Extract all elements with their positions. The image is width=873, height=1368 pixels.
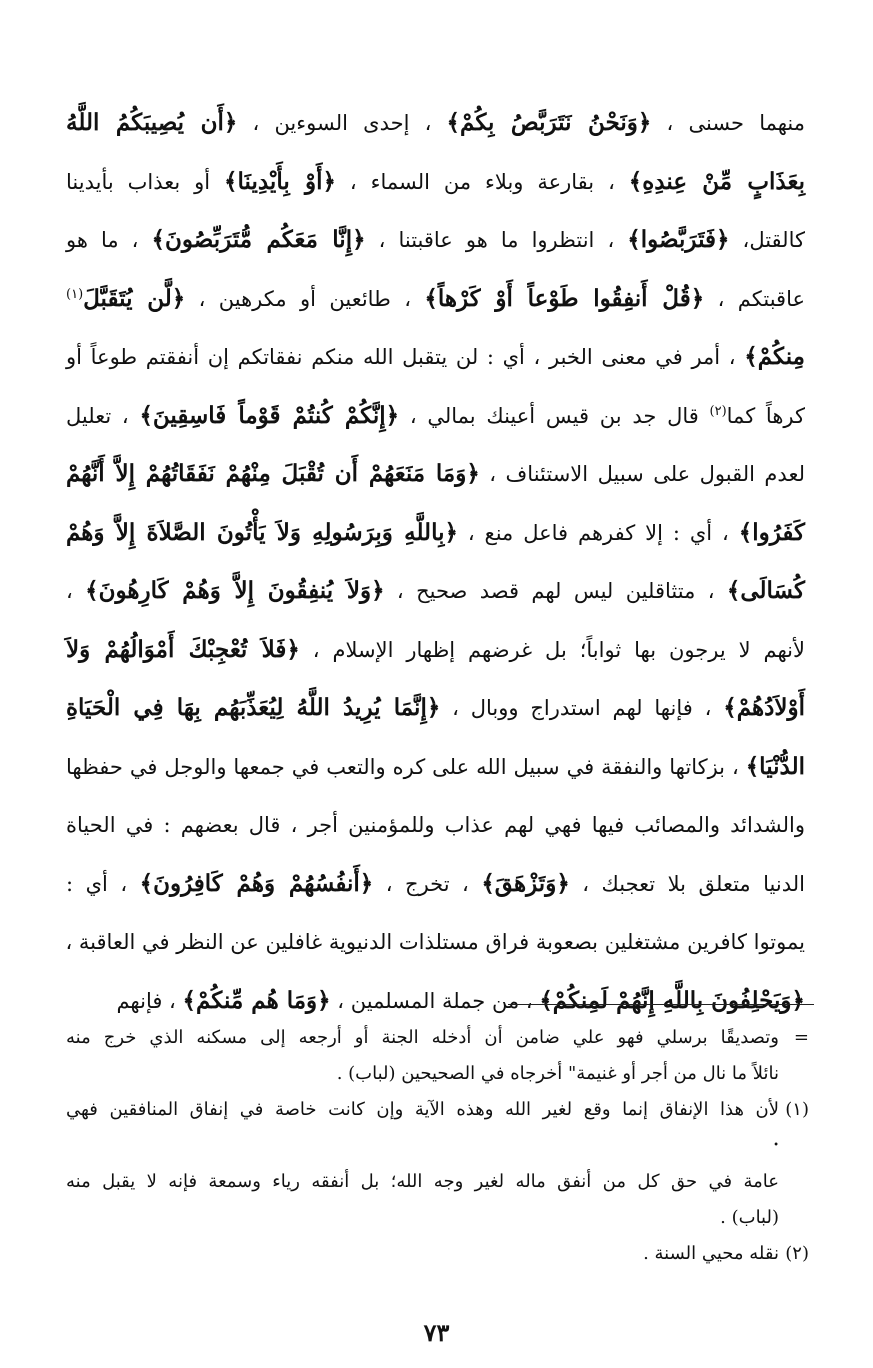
footnote-line: نائلاً ما نال من أجر أو غنيمة" أخرجاه في الصحيحين (لباب) .	[336, 1063, 779, 1084]
text-line: الدُّنْيَا﴾ ، بزكاتها والنفقة في سبيل الله على كره والتعب في جمعها والوجل في حفظها	[66, 752, 805, 780]
quran-verse: ﴿وَنَحْنُ نَتَرَبَّصُ بِكُمْ﴾	[446, 109, 652, 136]
quran-verse: أَوْلاَدُهُمْ﴾	[723, 694, 805, 721]
text-line: لأنهم لا يرجون بها ثواباً؛ بل غرضهم إظهار الإسلام ، ﴿فَلاَ تُعْجِبْكَ أَمْوَالُهُمْ وَلاَ	[66, 635, 805, 663]
text-line: يموتوا كافرين مشتغلين بصعوبة فراق مستلذات الدنيوية غافلين عن النظر في العاقبة ،	[65, 930, 805, 954]
quran-verse: ﴿فَتَرَبَّصُوا﴾	[627, 226, 730, 253]
quran-verse: كَفَرُوا﴾	[738, 518, 805, 546]
text-line: كالقتل، ﴿فَتَرَبَّصُوا﴾ ، انتظروا ما هو عاقبتنا ، ﴿إِنَّا مَعَكُم مُّتَرَبِّصُونَ﴾ ، ما هو	[66, 226, 805, 253]
quran-verse: كُسَالَى﴾	[726, 577, 805, 604]
quran-verse: ﴿إِنَّا مَعَكُم مُّتَرَبِّصُونَ﴾	[151, 226, 366, 253]
quran-verse: ﴿قُلْ أَنفِقُوا طَوْعاً أَوْ كَرْهاً﴾	[424, 284, 705, 312]
text-line: كَفَرُوا﴾ ، أي : إلا كفرهم فاعل منع ، ﴿بِاللَّهِ وَبِرَسُولِهِ وَلاَ يَأْتُونَ الصَّلاَةَ إِلاَّ وَهُمْ	[66, 518, 805, 546]
text-line: كُسَالَى﴾ ، متثاقلين ليس لهم قصد صحيح ، ﴿وَلاَ يُنفِقُونَ إِلاَّ وَهُمْ كَارِهُونَ﴾ ،	[66, 577, 805, 604]
footnote-line: (لباب) .	[720, 1207, 779, 1228]
footnote-line: نقله محيي السنة .	[643, 1243, 779, 1264]
footnote-number: (١)	[785, 1099, 809, 1120]
footnote-reference: (٢)	[709, 403, 727, 419]
main-text	[66, 94, 805, 1030]
footnotes	[66, 1020, 809, 1272]
text-line: بِعَذَابٍ مِّنْ عِندِهِ﴾ ، بقارعة وبلاء من السماء ، ﴿أَوْ بِأَيْدِينَا﴾ أو بعذاب بأيدينا	[66, 167, 805, 195]
text-line: منهما حسنى ، ﴿وَنَحْنُ نَتَرَبَّصُ بِكُمْ﴾ ، إحدى السوءين ، ﴿أَن يُصِيبَكُمُ اللَّهُ	[66, 109, 806, 136]
footnote-line: • عامة في حق كل من أنفق ماله لغير وجه الله؛ بل أنفقه رياء وسمعة فإنه لا يقبل منه	[66, 1128, 779, 1200]
text-line: عاقبتكم ، ﴿قُلْ أَنفِقُوا طَوْعاً أَوْ كَرْهاً﴾ ، طائعين أو مكرهين ، ﴿لَّن يُتَقَبَّلَ$^{(١)}$	[66, 284, 805, 312]
quran-verse: ﴿وَتَزْهَقَ﴾	[481, 869, 570, 897]
footnote-2	[66, 1236, 809, 1272]
quran-verse: ﴿أَوْ بِأَيْدِينَا﴾	[224, 167, 336, 195]
text-line: أَوْلاَدُهُمْ﴾ ، فإنها لهم استدراج ووبال ، ﴿إِنَّمَا يُرِيدُ اللَّهُ لِيُعَذِّبَهُم بِهَا فِي الْحَيَاةِ	[66, 694, 805, 721]
footnote-line: لأن هذا الإنفاق إنما وقع لغير الله وهذه الآية وإن كانت خاصة في إنفاق المنافقين فهي	[66, 1099, 779, 1120]
text-line: مِنكُمْ﴾ ، أمر في معنى الخبر ، أي : لن يتقبل الله منكم نفقاتكم إن أنفقتم طوعاً أو	[66, 343, 805, 370]
footnote-reference: (١)	[66, 286, 84, 302]
footnote-line: وتصديقًا برسلي فهو علي ضامن أن أدخله الجنة أو أرجعه إلى مسكنه الذي خرج منه	[66, 1027, 779, 1048]
text-line: والشدائد والمصائب فيها فهي لهم عذاب وللمؤمنين أجر ، قال بعضهم : في الحياة	[66, 813, 805, 837]
quran-verse: ﴿وَيَحْلِفُونَ بِاللَّهِ إِنَّهُمْ لَمِنكُمْ﴾	[539, 986, 805, 1014]
footnote-separator	[508, 1004, 814, 1005]
page-number: ٧٣	[423, 1318, 450, 1347]
quran-verse: ﴿إِنَّمَا يُرِيدُ اللَّهُ لِيُعَذِّبَهُم بِهَا فِي الْحَيَاةِ	[66, 694, 441, 721]
quran-verse: مِنكُمْ﴾	[744, 343, 805, 370]
quran-verse: ﴿أَن يُصِيبَكُمُ اللَّهُ	[66, 109, 238, 136]
bullet-mark: •	[773, 1140, 779, 1151]
footnote-continued	[66, 1020, 809, 1092]
quran-verse: ﴿أَنفُسُهُمْ وَهُمْ كَافِرُونَ﴾	[139, 869, 374, 897]
text-line: ﴿وَيَحْلِفُونَ بِاللَّهِ إِنَّهُمْ لَمِنكُمْ﴾ ، من جملة المسلمين ، ﴿وَمَا هُم مِّنكُمْ﴾ ، فإنهم	[116, 986, 805, 1014]
quran-verse: الدُّنْيَا﴾	[745, 752, 805, 780]
quran-verse: ﴿وَمَا مَنَعَهُمْ أَن تُقْبَلَ مِنْهُمْ نَفَقَاتُهُمْ إِلاَّ أَنَّهُمْ	[66, 460, 480, 487]
quran-verse: ﴿بِاللَّهِ وَبِرَسُولِهِ وَلاَ يَأْتُونَ الصَّلاَةَ إِلاَّ وَهُمْ	[66, 518, 458, 546]
quran-verse: ﴿وَلاَ يُنفِقُونَ إِلاَّ وَهُمْ كَارِهُونَ﴾	[85, 577, 385, 604]
quran-verse: بِعَذَابٍ مِّنْ عِندِهِ﴾	[628, 167, 805, 195]
text-line: كرهاً كما$^{(٢)}$ قال جد بن قيس أعينك بمالي ، ﴿إِنَّكُمْ كُنتُمْ قَوْماً فَاسِقِينَ﴾ ، تعليل	[66, 401, 805, 429]
quran-verse: ﴿وَمَا هُم مِّنكُمْ﴾	[182, 986, 331, 1014]
text-line: لعدم القبول على سبيل الاستئناف ، ﴿وَمَا مَنَعَهُمْ أَن تُقْبَلَ مِنْهُمْ نَفَقَاتُهُمْ إِلاَّ أَنَّهُمْ	[66, 460, 805, 487]
text-line: الدنيا متعلق بلا تعجبك ، ﴿وَتَزْهَقَ﴾ ، تخرج ، ﴿أَنفُسُهُمْ وَهُمْ كَافِرُونَ﴾ ، أي :	[66, 869, 805, 897]
footnote-1	[66, 1092, 809, 1236]
quran-verse: ﴿فَلاَ تُعْجِبْكَ أَمْوَالُهُمْ وَلاَ	[66, 635, 300, 663]
footnote-number: (٢)	[785, 1243, 809, 1264]
quran-verse: ﴿لَّن يُتَقَبَّلَ	[83, 284, 186, 312]
continuation-mark: =	[793, 1027, 809, 1048]
quran-verse: ﴿إِنَّكُمْ كُنتُمْ قَوْماً فَاسِقِينَ﴾	[139, 401, 400, 429]
